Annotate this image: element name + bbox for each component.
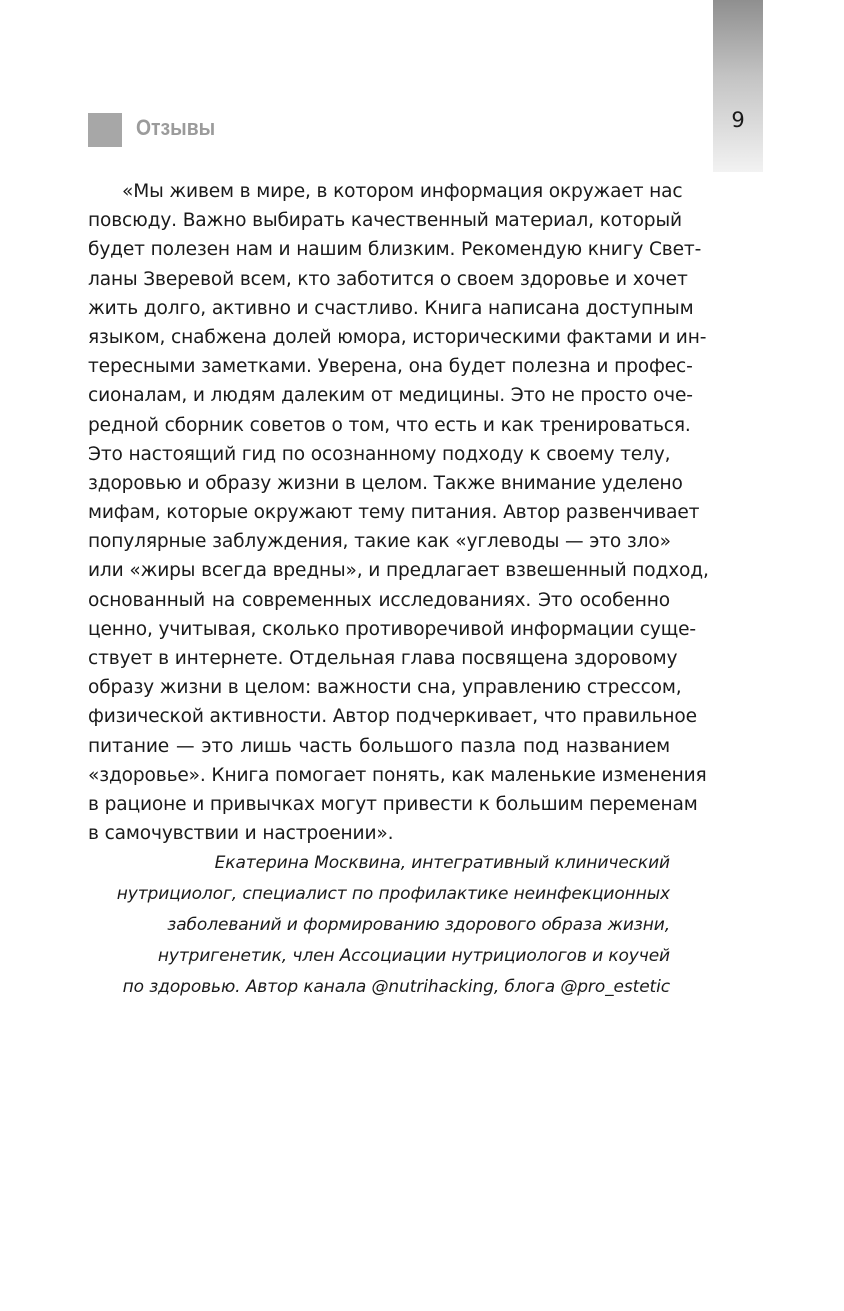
review-line: ценно, учитывая, сколько противоречивой информации суще- <box>88 618 696 640</box>
section-title: Отзывы <box>136 115 216 140</box>
review-line: питание — это лишь часть большого пазла под названием <box>88 735 670 757</box>
review-line: тересными заметками. Уверена, она будет полезна и профес- <box>88 356 693 378</box>
review-line: мифам, которые окружают тему питания. Автор развенчивает <box>88 502 700 524</box>
review-line: в рационе и привычках могут привести к большим переменам <box>88 793 698 815</box>
review-line: здоровью и образу жизни в целом. Также внимание уделено <box>88 472 683 494</box>
review-line: популярные заблуждения, такие как «углеводы — это зло» <box>88 531 671 553</box>
review-line: физической активности. Автор подчеркивает, что правильное <box>88 706 697 728</box>
review-line: в самочувствии и настроении». <box>88 823 394 845</box>
attribution-line: Екатерина Москвина, интегративный клинический <box>214 853 670 873</box>
review-line: «здоровье». Книга помогает понять, как маленькие изменения <box>88 764 707 786</box>
review-line: будет полезен нам и нашим близким. Рекомендую книгу Свет- <box>88 239 702 261</box>
review-attribution <box>88 848 670 1003</box>
review-line: или «жиры всегда вредны», и предлагает взвешенный подход, <box>88 560 709 582</box>
review-line: сионалам, и людям далеким от медицины. Это не просто оче- <box>88 385 693 407</box>
review-line: ланы Зверевой всем, кто заботится о своем здоровье и хочет <box>88 268 688 290</box>
review-line: повсюду. Важно выбирать качественный материал, который <box>88 210 682 232</box>
review-line: образу жизни в целом: важности сна, управлению стрессом, <box>88 677 682 699</box>
attribution-line: нутригенетик, член Ассоциации нутрициологов и коучей <box>157 946 670 966</box>
page-edge-tab <box>713 0 763 172</box>
attribution-line: заболеваний и формированию здорового образа жизни, <box>167 915 670 935</box>
review-line: редной сборник советов о том, что есть и как тренироваться. <box>88 414 691 436</box>
review-line: языком, снабжена долей юмора, историческими фактами и ин- <box>88 326 707 348</box>
section-marker <box>88 113 122 147</box>
review-body <box>88 177 709 848</box>
review-line: Это настоящий гид по осознанному подходу к своему телу, <box>88 443 671 465</box>
review-line: основанный на современных исследованиях. Это особенно <box>88 589 670 611</box>
review-line: жить долго, активно и счастливо. Книга написана доступным <box>88 297 694 319</box>
attribution-line: нутрициолог, специалист по профилактике неинфекционных <box>116 884 670 904</box>
page-number: 9 <box>731 108 745 132</box>
attribution-line: по здоровью. Автор канала @nutrihacking, блога @pro_estetic <box>122 977 670 997</box>
review-line: ствует в интернете. Отдельная глава посвящена здоровому <box>88 648 678 669</box>
review-line: «Мы живем в мире, в котором информация окружает нас <box>122 181 683 202</box>
